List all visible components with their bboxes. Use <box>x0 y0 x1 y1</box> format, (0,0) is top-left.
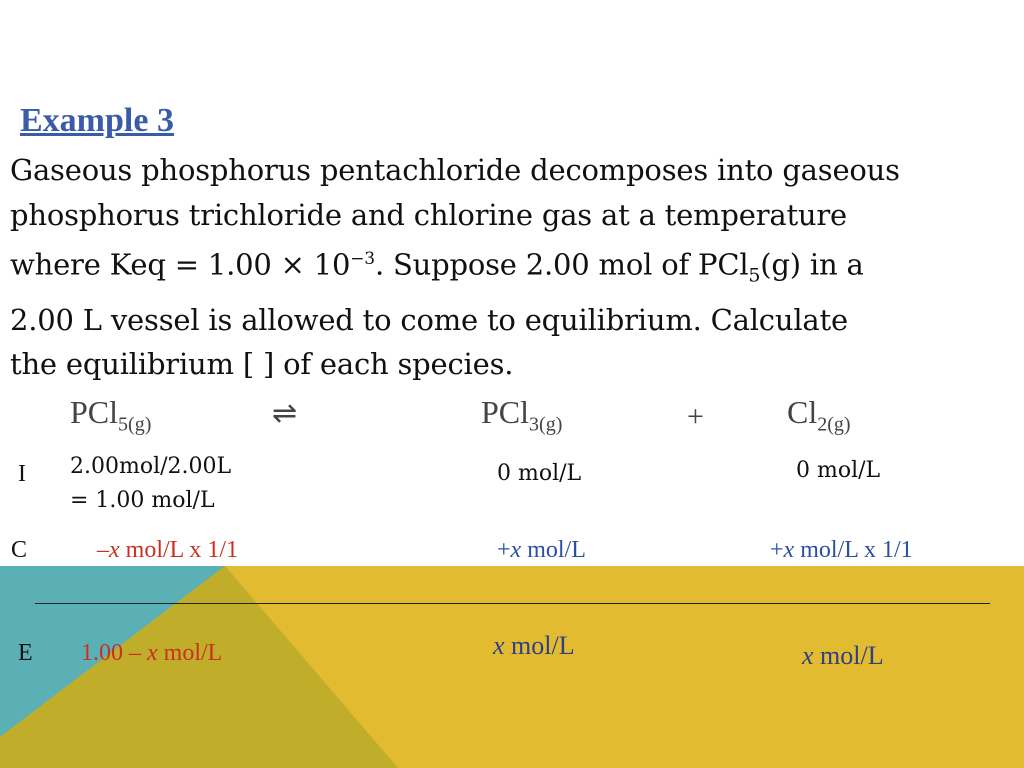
variable-x: x <box>493 631 505 660</box>
keq-text: where Keq = 1.00 × 10 <box>10 247 351 282</box>
table-divider-line <box>35 603 990 604</box>
initial-reactant-line1: 2.00mol/2.00L <box>70 454 232 479</box>
product1-formula: PCl <box>481 394 530 430</box>
product1-state: 3(g) <box>529 413 563 436</box>
change-sign: + <box>770 537 784 563</box>
slide-title: Example 3 <box>20 102 174 139</box>
product-cl2 <box>787 394 851 436</box>
change-sign: + <box>497 537 511 563</box>
problem-statement <box>10 148 1010 387</box>
problem-line: Gaseous phosphorus pentachloride decomposes into gaseous <box>10 153 900 187</box>
change-product2 <box>770 537 913 564</box>
plus-sign: + <box>687 400 704 433</box>
equilibrium-initial: 1.00 – <box>81 640 147 666</box>
change-reactant <box>97 537 238 564</box>
variable-x: x <box>510 537 522 563</box>
product2-formula: Cl <box>787 394 818 430</box>
reactant-formula: PCl <box>70 394 119 430</box>
equilibrium-unit: mol/L <box>813 641 884 670</box>
suppose-text: . Suppose 2.00 mol of PCl <box>374 247 749 282</box>
problem-line <box>10 237 1010 298</box>
variable-x: x <box>147 640 158 666</box>
variable-x: x <box>783 537 795 563</box>
row-label-change: C <box>11 537 28 563</box>
change-sign: – <box>97 537 109 563</box>
problem-line: 2.00 L vessel is allowed to come to equilibrium. Calculate <box>10 302 848 337</box>
change-unit: mol/L <box>521 537 586 563</box>
variable-x: x <box>802 641 814 670</box>
initial-reactant-line2: = 1.00 mol/L <box>70 488 215 513</box>
equilibrium-product1 <box>493 631 575 661</box>
reactant-state: 5(g) <box>118 413 152 436</box>
equilibrium-reactant <box>81 640 222 667</box>
reactant-pcl5 <box>70 394 151 436</box>
initial-product2: 0 mol/L <box>796 458 881 483</box>
change-unit: mol/L x 1/1 <box>794 537 913 563</box>
row-label-equilibrium: E <box>18 640 33 666</box>
change-product1 <box>497 537 586 564</box>
keq-exponent: −3 <box>350 249 375 269</box>
equilibrium-product2 <box>802 641 884 671</box>
equilibrium-arrow: ⇌ <box>272 396 298 431</box>
gas-in-text: (g) in a <box>760 247 864 282</box>
initial-product1: 0 mol/L <box>497 461 582 486</box>
row-label-initial: I <box>18 461 26 487</box>
problem-line: the equilibrium [ ] of each species. <box>10 347 514 382</box>
equilibrium-unit: mol/L <box>157 640 223 666</box>
equilibrium-unit: mol/L <box>504 631 575 660</box>
change-unit: mol/L x 1/1 <box>119 537 239 563</box>
product-pcl3 <box>481 394 562 436</box>
pcl5-subscript: 5 <box>748 264 761 287</box>
problem-line: phosphorus trichloride and chlorine gas at a temperature <box>10 197 848 232</box>
product2-state: 2(g) <box>817 413 851 436</box>
variable-x: x <box>109 537 120 563</box>
